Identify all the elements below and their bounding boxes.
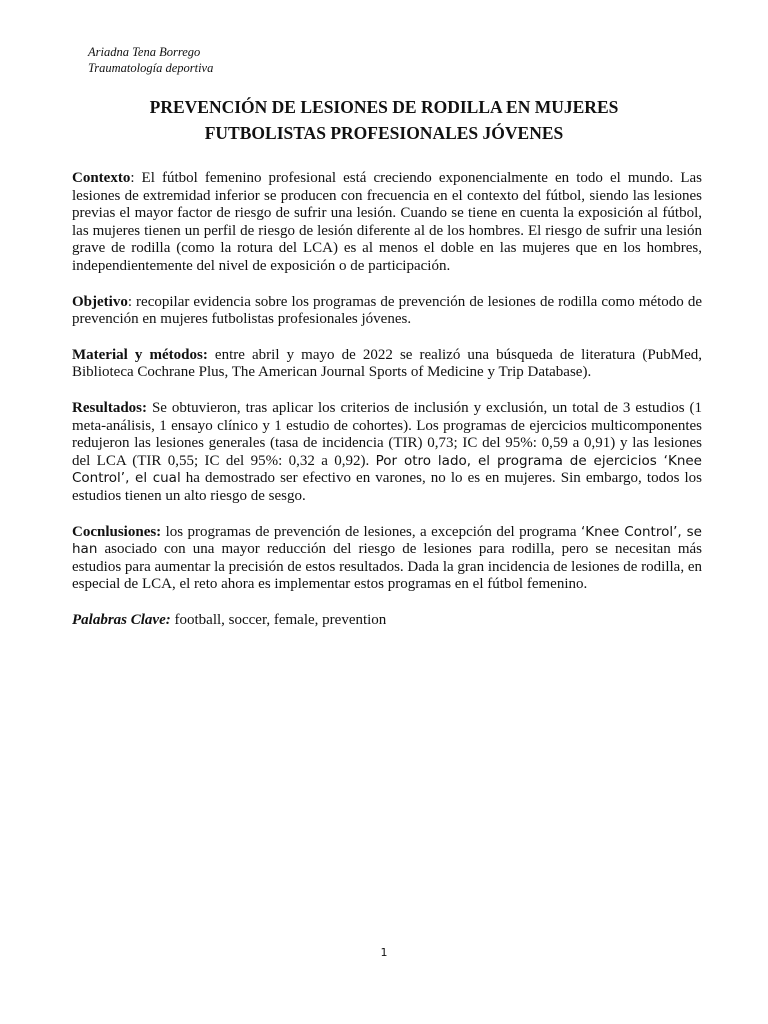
label-material: Material y métodos: [72, 346, 208, 363]
author-name: Ariadna Tena Borrego [88, 45, 201, 59]
paragraph-conclusiones [72, 524, 702, 594]
paragraph-palabras-clave [72, 612, 702, 630]
text-conclusiones-c: asociado con una mayor reducción del riesgo de lesiones para rodilla, pero se necesitan más estudios para aumentar la precisión de estos resultados. Dada la gran incidencia de lesiones de rodilla, en especial de LCA, el reto ahora es implementar estos programas en el fútbol femenino. [72, 541, 702, 593]
text-conclusiones-b: ‘Knee Control’, se han [72, 523, 702, 558]
abstract-body [72, 170, 702, 647]
text-resultados-c: ha demostrado ser efectivo en varones, no lo es en mujeres. Sin embargo, todos los estudios tienen un alto riesgo de sesgo. [72, 470, 702, 504]
paragraph-objetivo [72, 294, 702, 329]
label-conclusiones: Cocnlusiones: [72, 523, 162, 540]
document-title [72, 94, 696, 146]
label-palabras-clave: Palabras Clave: [72, 611, 171, 628]
paragraph-material [72, 347, 702, 382]
text-contexto: : El fútbol femenino profesional está creciendo exponencialmente en todo el mundo. Las lesiones de extremidad inferior se producen con frecuencia en el contexto del fútbol, siendo las lesiones previas el mayor factor de riesgo de sufrir una lesión. Cuando se tiene en cuenta la exposición al fútbol, las mujeres tienen un perfil de riesgo de lesión diferente al de los hombres. El riesgo de sufrir una lesión grave de rodilla (como la rotura del LCA) es al menos el doble en las mujeres que en los hombres, independientemente del nivel de exposición o de participación. [72, 170, 702, 274]
title-line-1: PREVENCIÓN DE LESIONES DE RODILLA EN MUJERES [149, 97, 619, 117]
paragraph-contexto [72, 170, 702, 276]
text-conclusiones-a: los programas de prevención de lesiones, a excepción del programa [161, 523, 582, 540]
paragraph-resultados [72, 400, 702, 506]
page-number: 1 [380, 946, 388, 959]
text-resultados-a: Se obtuvieron, tras aplicar los criterios de inclusión y exclusión, un total de 3 estudios (1 meta-análisis, 1 ensayo clínico y 1 estudio de cohortes). Los programas de ejercicios multicomponentes redujeron las lesiones generales (tasa de incidencia (TIR) 0,73; IC del 95%: 0,59 a 0,91) y las lesiones del LCA (TIR 0,55; IC del 95%: 0,32 a 0,92). [72, 399, 702, 469]
text-material: entre abril y mayo de 2022 se realizó una búsqueda de literatura (PubMed, Biblioteca Cochrane Plus, The American Journal Sports of Medicine y Trip Database). [72, 346, 702, 381]
text-palabras-clave: football, soccer, female, prevention [170, 611, 387, 628]
text-resultados-b: Por otro lado, el programa de ejercicios ‘Knee Control’, el cual [72, 452, 702, 487]
title-line-2: FUTBOLISTAS PROFESIONALES JÓVENES [204, 123, 564, 143]
text-objetivo: : recopilar evidencia sobre los programas de prevención de lesiones de rodilla como método de prevención en mujeres futbolistas profesionales jóvenes. [72, 293, 702, 328]
page-header [88, 44, 213, 76]
subject-name: Traumatología deportiva [88, 61, 214, 75]
label-contexto: Contexto [72, 170, 131, 186]
label-resultados: Resultados: [72, 399, 148, 416]
label-objetivo: Objetivo [72, 293, 128, 310]
